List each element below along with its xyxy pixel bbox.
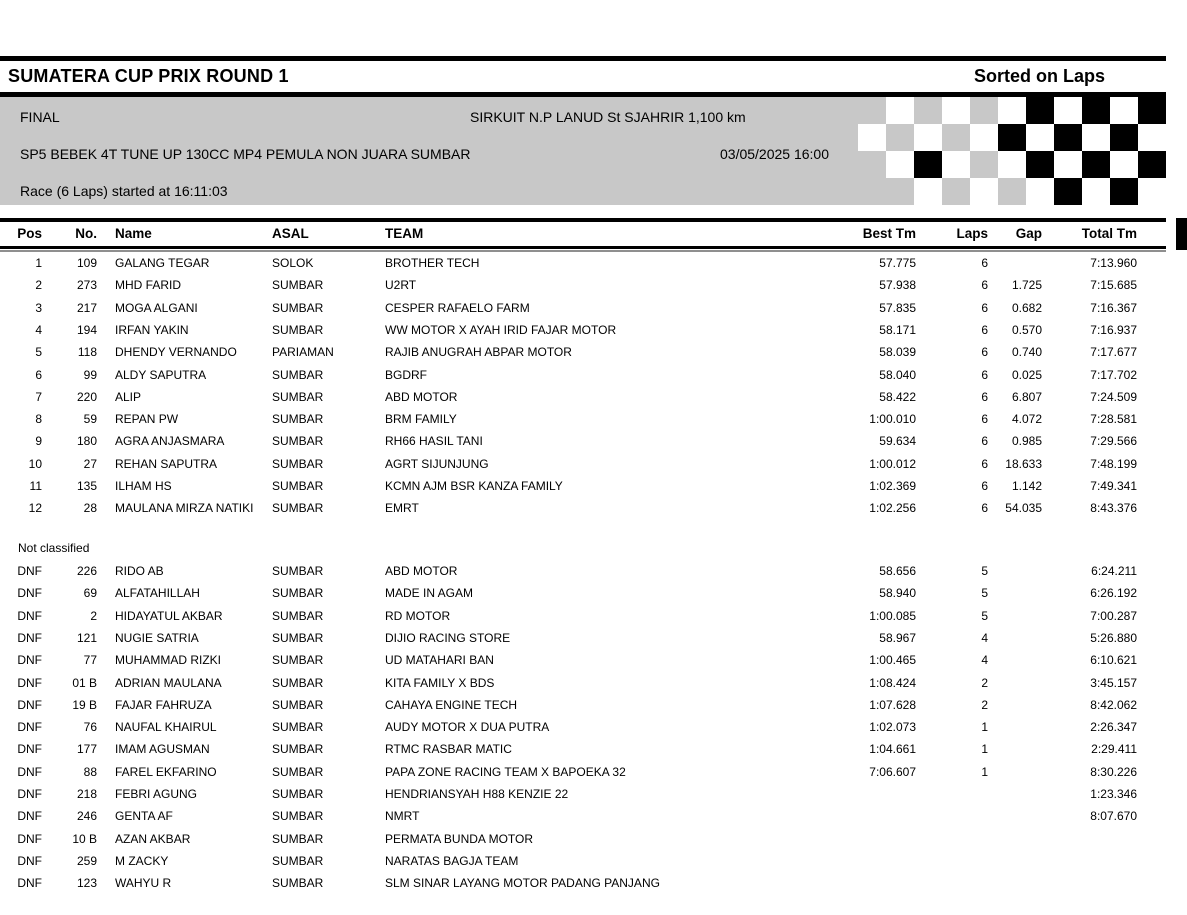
table-row (0, 341, 1187, 363)
cell-asal: SUMBAR (272, 367, 324, 382)
cell-best: 57.938 (879, 278, 916, 293)
checker-square (1054, 151, 1082, 178)
checker-square (1110, 178, 1138, 205)
cell-total: 6:26.192 (1090, 586, 1137, 601)
cell-best: 1:02.369 (869, 479, 916, 493)
cell-best: 1:02.256 (869, 501, 916, 516)
cell-name: FAJAR FAHRUZA (115, 697, 212, 712)
checker-square (1082, 178, 1110, 205)
checker-square (1110, 97, 1138, 124)
cell-name: MAULANA MIRZA NATIKI (115, 501, 254, 516)
cell-laps: 1 (981, 764, 988, 779)
cell-name: REHAN SAPUTRA (115, 456, 218, 471)
table-row (0, 560, 1187, 582)
table-row (0, 605, 1187, 627)
table-row (0, 319, 1187, 341)
cell-no: 217 (76, 300, 97, 315)
cell-laps: 5 (981, 608, 988, 623)
cell-laps: 6 (981, 456, 988, 471)
checker-square (998, 124, 1026, 151)
cell-no: 77 (83, 653, 97, 668)
checker-square (914, 178, 942, 205)
cell-team: NARATAS BAGJA TEAM (385, 853, 519, 868)
checker-square (1138, 124, 1166, 151)
cell-pos: 10 (28, 456, 42, 471)
cell-best: 58.656 (879, 564, 916, 578)
cell-total: 7:16.367 (1090, 300, 1137, 315)
cell-laps: 6 (981, 256, 988, 270)
cell-total: 7:00.287 (1090, 608, 1137, 623)
cell-total: 7:49.341 (1090, 479, 1137, 493)
checker-square (1054, 97, 1082, 124)
cell-pos: 1 (35, 256, 42, 270)
cell-no: 123 (76, 876, 97, 891)
checker-square (970, 178, 998, 205)
checker-square (1082, 97, 1110, 124)
cell-asal: SUMBAR (272, 787, 324, 801)
cell-gap: 0.025 (1011, 367, 1042, 382)
cell-total: 7:17.702 (1090, 367, 1137, 382)
cell-laps: 6 (981, 278, 988, 293)
cell-name: GENTA AF (115, 809, 173, 824)
cell-total: 7:24.509 (1090, 389, 1137, 404)
cell-team: RH66 HASIL TANI (385, 434, 483, 449)
cell-team: U2RT (385, 278, 417, 293)
cell-laps: 6 (981, 367, 988, 382)
col-header-asal: ASAL (272, 226, 309, 241)
cell-total: 7:16.937 (1090, 322, 1137, 337)
cell-pos: 8 (35, 412, 42, 427)
cell-no: 59 (83, 412, 97, 427)
cell-total: 7:48.199 (1090, 456, 1137, 471)
checker-square (1110, 151, 1138, 178)
cell-best: 1:07.628 (869, 697, 916, 712)
cell-name: MOGA ALGANI (115, 300, 198, 315)
cell-no: 246 (76, 809, 97, 824)
cell-team: CAHAYA ENGINE TECH (385, 697, 518, 712)
cell-pos: DNF (17, 809, 42, 824)
checker-square (1026, 124, 1054, 151)
cell-name: ALFATAHILLAH (115, 586, 200, 601)
cell-team: PAPA ZONE RACING TEAM X BAPOEKA 32 (385, 764, 626, 779)
session-label: FINAL (20, 109, 60, 125)
table-row (0, 828, 1187, 850)
cell-best: 1:02.073 (869, 720, 916, 735)
cell-asal: SUMBAR (272, 300, 324, 315)
col-header-no: No. (75, 226, 97, 241)
cell-no: 76 (83, 720, 97, 735)
cell-pos: DNF (17, 630, 42, 645)
cell-pos: DNF (17, 831, 42, 846)
checker-square (1138, 97, 1166, 124)
cell-pos: DNF (17, 608, 42, 623)
table-row (0, 672, 1187, 694)
cell-best: 57.835 (879, 300, 916, 315)
table-row (0, 716, 1187, 738)
cell-best: 1:04.661 (869, 742, 916, 757)
cell-asal: SUMBAR (272, 389, 324, 404)
cell-total: 8:07.670 (1090, 809, 1137, 824)
cell-laps: 6 (981, 412, 988, 427)
cell-name: DHENDY VERNANDO (115, 345, 237, 360)
cell-total: 7:15.685 (1090, 278, 1137, 293)
cell-pos: 11 (29, 479, 42, 493)
cell-name: M ZACKY (115, 853, 169, 868)
table-row (0, 850, 1187, 872)
cell-team: RTMC RASBAR MATIC (385, 742, 512, 757)
table-row (0, 805, 1187, 827)
cell-laps: 1 (981, 720, 988, 735)
cell-asal: SUMBAR (272, 742, 324, 757)
cell-laps: 6 (981, 434, 988, 449)
cell-best: 58.171 (879, 322, 916, 337)
cell-name: NAUFAL KHAIRUL (115, 720, 217, 735)
cell-no: 259 (76, 853, 97, 868)
cell-total: 8:43.376 (1090, 501, 1137, 516)
col-header-name: Name (115, 226, 152, 241)
checker-square (970, 124, 998, 151)
cell-gap: 0.682 (1011, 300, 1042, 315)
cell-laps: 6 (981, 501, 988, 516)
table-row (0, 386, 1187, 408)
table-row (0, 430, 1187, 452)
cell-asal: SUMBAR (272, 564, 324, 578)
cell-name: NUGIE SATRIA (115, 630, 199, 645)
cell-total: 7:29.566 (1090, 434, 1137, 449)
cell-name: MUHAMMAD RIZKI (115, 653, 221, 668)
datetime-label: 03/05/2025 16:00 (720, 146, 829, 162)
cell-name: FAREL EKFARINO (115, 764, 217, 779)
cell-team: UD MATAHARI BAN (385, 653, 494, 668)
cell-no: 273 (76, 278, 97, 293)
col-header-total-tm: Total Tm (1081, 226, 1137, 241)
cell-no: 27 (83, 456, 97, 471)
cell-asal: SUMBAR (272, 653, 324, 668)
cell-gap: 18.633 (1005, 456, 1042, 471)
checker-square (1054, 124, 1082, 151)
cell-asal: SUMBAR (272, 853, 324, 868)
cell-no: 194 (76, 322, 97, 337)
cell-best: 1:08.424 (869, 675, 916, 690)
cell-total: 1:23.346 (1090, 787, 1137, 801)
cell-pos: DNF (17, 564, 42, 578)
cell-asal: SUMBAR (272, 720, 324, 735)
checker-square (1110, 124, 1138, 151)
cell-no: 10 B (72, 831, 97, 846)
cell-team: BGDRF (385, 367, 427, 382)
cell-total: 8:42.062 (1090, 697, 1137, 712)
checker-square (886, 97, 914, 124)
col-header-team: TEAM (385, 226, 424, 241)
cell-laps: 6 (981, 389, 988, 404)
checker-square (1026, 97, 1054, 124)
cell-best: 58.422 (879, 389, 916, 404)
cell-pos: 9 (35, 434, 42, 449)
cell-team: BROTHER TECH (385, 256, 480, 270)
cell-laps: 6 (981, 345, 988, 360)
cell-asal: SUMBAR (272, 322, 324, 337)
cell-pos: 7 (35, 389, 42, 404)
cell-total: 6:24.211 (1091, 564, 1137, 578)
cell-no: 226 (76, 564, 97, 578)
cell-team: DIJIO RACING STORE (385, 630, 511, 645)
checker-square (1026, 178, 1054, 205)
cell-name: FEBRI AGUNG (115, 787, 198, 801)
col-header-laps: Laps (956, 226, 988, 241)
cell-no: 2 (90, 608, 97, 623)
cell-laps: 2 (981, 675, 988, 690)
cell-pos: 4 (35, 322, 42, 337)
cell-no: 135 (76, 479, 97, 493)
class-label: SP5 BEBEK 4T TUNE UP 130CC MP4 PEMULA NON JUARA SUMBAR (20, 146, 471, 162)
cell-gap: 0.570 (1011, 322, 1042, 337)
cell-team: RAJIB ANUGRAH ABPAR MOTOR (385, 345, 572, 360)
cell-laps: 6 (981, 300, 988, 315)
cell-total: 6:10.621 (1090, 653, 1137, 668)
cell-pos: 6 (35, 367, 42, 382)
cell-team: SLM SINAR LAYANG MOTOR PADANG PANJANG (385, 876, 660, 891)
cell-pos: DNF (17, 853, 42, 868)
checker-square (1138, 178, 1166, 205)
cell-team: KITA FAMILY X BDS (385, 675, 495, 690)
cell-total: 7:13.960 (1090, 256, 1137, 270)
cell-name: REPAN PW (115, 412, 179, 427)
cell-best: 59.634 (879, 434, 916, 449)
cell-gap: 4.072 (1011, 412, 1042, 427)
checker-square (886, 151, 914, 178)
cell-team: NMRT (385, 809, 420, 824)
checker-square (1054, 178, 1082, 205)
cell-name: MHD FARID (115, 278, 181, 293)
checker-square (998, 97, 1026, 124)
cell-asal: SUMBAR (272, 479, 324, 493)
cell-best: 58.039 (879, 345, 916, 360)
cell-total: 8:30.226 (1090, 764, 1137, 779)
cell-best: 1:00.085 (869, 608, 916, 623)
cell-name: IMAM AGUSMAN (115, 742, 210, 757)
cell-asal: SUMBAR (272, 586, 324, 601)
cell-total: 5:26.880 (1090, 630, 1137, 645)
cell-no: 99 (83, 367, 97, 382)
table-row (0, 297, 1187, 319)
table-row (0, 274, 1187, 296)
cell-total: 2:29.411 (1091, 742, 1137, 757)
cell-gap: 1.725 (1011, 278, 1042, 293)
page-title: SUMATERA CUP PRIX ROUND 1 (8, 66, 289, 86)
not-classified-label: Not classified (18, 541, 90, 555)
cell-asal: SUMBAR (272, 675, 324, 690)
circuit-label: SIRKUIT N.P LANUD St SJAHRIR 1,100 km (470, 109, 746, 125)
table-row (0, 872, 1187, 894)
cell-team: AGRT SIJUNJUNG (385, 456, 489, 471)
checker-square (914, 124, 942, 151)
cell-asal: SUMBAR (272, 412, 324, 427)
cell-no: 177 (76, 742, 97, 757)
cell-pos: DNF (17, 876, 42, 891)
checker-square (1082, 151, 1110, 178)
cell-name: ALIP (115, 389, 142, 404)
table-row (0, 252, 1187, 274)
cell-laps: 5 (981, 586, 988, 601)
cell-no: 01 B (72, 675, 97, 690)
cell-gap: 0.985 (1011, 434, 1042, 449)
cell-no: 109 (76, 256, 97, 270)
cell-no: 118 (77, 345, 97, 360)
cell-team: BRM FAMILY (385, 412, 457, 427)
cell-asal: SUMBAR (272, 456, 324, 471)
cell-best: 58.967 (879, 630, 916, 645)
cell-no: 180 (76, 434, 97, 449)
cell-name: AGRA ANJASMARA (115, 434, 225, 449)
cell-name: ILHAM HS (115, 479, 172, 493)
table-row (0, 497, 1187, 519)
cell-asal: SUMBAR (272, 434, 324, 449)
cell-team: PERMATA BUNDA MOTOR (385, 831, 534, 846)
cell-name: GALANG TEGAR (115, 256, 210, 270)
checker-square (1082, 124, 1110, 151)
cell-best: 1:00.465 (869, 653, 916, 668)
table-header (0, 222, 1187, 246)
cell-total: 7:28.581 (1090, 412, 1137, 427)
title-bar (0, 61, 1187, 92)
cell-asal: SUMBAR (272, 608, 324, 623)
cell-team: MADE IN AGAM (385, 586, 474, 601)
cell-asal: SUMBAR (272, 501, 324, 516)
cell-name: IRFAN YAKIN (115, 322, 189, 337)
table-row (0, 649, 1187, 671)
cell-name: ADRIAN MAULANA (115, 675, 222, 690)
cell-asal: SOLOK (272, 256, 314, 270)
cell-pos: 2 (35, 278, 42, 293)
cell-asal: SUMBAR (272, 278, 324, 293)
checker-square (914, 151, 942, 178)
checker-square (998, 151, 1026, 178)
cell-best: 7:06.607 (869, 764, 916, 779)
cell-best: 58.040 (879, 367, 916, 382)
checker-square (1026, 151, 1054, 178)
cell-team: EMRT (385, 501, 419, 516)
table-row (0, 694, 1187, 716)
cell-no: 69 (83, 586, 97, 601)
cell-best: 57.775 (879, 256, 916, 270)
table-row (0, 627, 1187, 649)
col-header-best-tm: Best Tm (862, 226, 916, 241)
checker-square (942, 151, 970, 178)
cell-laps: 4 (981, 630, 988, 645)
cell-laps: 2 (981, 697, 988, 712)
cell-asal: SUMBAR (272, 809, 324, 824)
cell-pos: DNF (17, 787, 42, 801)
checker-square (858, 124, 886, 151)
cell-no: 218 (76, 787, 97, 801)
cell-name: HIDAYATUL AKBAR (115, 608, 223, 623)
cell-no: 19 B (72, 697, 97, 712)
cell-no: 28 (83, 501, 97, 516)
cell-laps: 5 (981, 564, 988, 578)
cell-total: 2:26.347 (1090, 720, 1137, 735)
table-row (0, 453, 1187, 475)
cell-team: ABD MOTOR (385, 564, 458, 578)
table-row (0, 761, 1187, 783)
table-row (0, 738, 1187, 760)
cell-pos: DNF (17, 720, 42, 735)
cell-no: 88 (83, 764, 97, 779)
cell-laps: 6 (981, 322, 988, 337)
cell-name: AZAN AKBAR (115, 831, 191, 846)
page-edge-mark (1176, 218, 1187, 250)
cell-name: ALDY SAPUTRA (115, 367, 207, 382)
cell-pos: DNF (17, 697, 42, 712)
cell-team: KCMN AJM BSR KANZA FAMILY (385, 479, 563, 493)
cell-team: RD MOTOR (385, 608, 451, 623)
cell-laps: 4 (981, 653, 988, 668)
cell-asal: PARIAMAN (272, 345, 334, 360)
cell-name: WAHYU R (115, 876, 172, 891)
cell-total: 3:45.157 (1090, 675, 1137, 690)
cell-asal: SUMBAR (272, 831, 324, 846)
cell-best: 1:00.012 (869, 456, 916, 471)
cell-team: WW MOTOR X AYAH IRID FAJAR MOTOR (385, 322, 617, 337)
cell-total: 7:17.677 (1090, 345, 1137, 360)
table-row (0, 582, 1187, 604)
cell-team: CESPER RAFAELO FARM (385, 300, 530, 315)
cell-gap: 54.035 (1005, 501, 1042, 516)
cell-no: 220 (76, 389, 97, 404)
checker-square (1138, 151, 1166, 178)
header-underline-rule (0, 246, 1166, 249)
cell-team: ABD MOTOR (385, 389, 458, 404)
cell-laps: 6 (981, 479, 988, 493)
cell-asal: SUMBAR (272, 764, 324, 779)
cell-name: RIDO AB (115, 564, 164, 578)
event-header (0, 97, 1166, 205)
checker-square (942, 97, 970, 124)
cell-pos: 12 (28, 501, 42, 516)
cell-asal: SUMBAR (272, 630, 324, 645)
table-row (0, 364, 1187, 386)
cell-no: 121 (76, 630, 97, 645)
cell-asal: SUMBAR (272, 697, 324, 712)
cell-pos: DNF (17, 675, 42, 690)
cell-asal: SUMBAR (272, 876, 324, 891)
table-row (0, 475, 1187, 497)
cell-best: 58.940 (879, 586, 916, 601)
cell-best: 1:00.010 (869, 412, 916, 427)
cell-gap: 6.807 (1011, 389, 1042, 404)
cell-gap: 1.142 (1011, 479, 1042, 493)
cell-pos: DNF (17, 653, 42, 668)
col-header-gap: Gap (1015, 226, 1042, 241)
cell-pos: DNF (17, 586, 42, 601)
cell-pos: DNF (17, 764, 42, 779)
cell-team: HENDRIANSYAH H88 KENZIE 22 (385, 787, 569, 801)
cell-team: AUDY MOTOR X DUA PUTRA (385, 720, 550, 735)
cell-laps: 1 (981, 742, 988, 757)
cell-pos: 3 (35, 300, 42, 315)
col-header-pos: Pos (17, 226, 42, 241)
sorted-on-label: Sorted on Laps (973, 66, 1105, 86)
cell-gap: 0.740 (1011, 345, 1042, 360)
race-info-label: Race (6 Laps) started at 16:11:03 (20, 183, 228, 199)
table-row (0, 408, 1187, 430)
cell-pos: DNF (17, 742, 42, 757)
table-row (0, 783, 1187, 805)
cell-pos: 5 (35, 345, 42, 360)
